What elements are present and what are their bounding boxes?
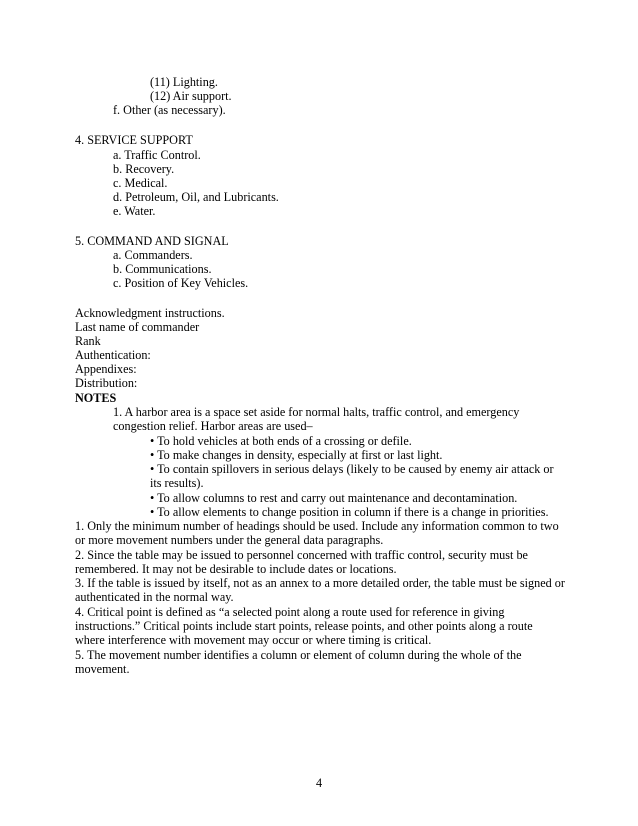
page-number: 4 [315, 776, 323, 790]
note-numbered: 3. If the table is issued by itself, not as an annex to a more detailed order, the table must be signed or authenticated in the normal way. [75, 576, 565, 605]
note-bullet: • To allow columns to rest and carry out maintenance and decontamination. [150, 491, 518, 505]
service-item: b. Recovery. [113, 162, 175, 176]
command-item: a. Commanders. [113, 248, 193, 262]
item-other: f. Other (as necessary). [113, 103, 226, 117]
closing-line: Acknowledgment instructions. [75, 306, 225, 320]
service-item: c. Medical. [113, 176, 168, 190]
note-harbor-area: 1. A harbor area is a space set aside for normal halts, traffic control, and emergency congestion relief. Harbor areas are used– [113, 405, 520, 434]
note-bullet: • To make changes in density, especially at first or last light. [150, 448, 443, 462]
command-item: b. Communications. [113, 262, 212, 276]
item-air-support: (12) Air support. [150, 89, 232, 103]
command-item: c. Position of Key Vehicles. [113, 276, 249, 290]
section-heading-service-support: 4. SERVICE SUPPORT [75, 133, 193, 147]
note-numbered: 5. The movement number identifies a column or element of column during the whole of the movement. [75, 648, 522, 677]
service-item: d. Petroleum, Oil, and Lubricants. [113, 190, 279, 204]
notes-heading: NOTES [75, 391, 117, 405]
closing-line: Last name of commander [75, 320, 200, 334]
closing-line: Rank [75, 334, 101, 348]
note-numbered: 4. Critical point is defined as “a selected point along a route used for reference in giving instructions.” Critical points include start points, release points, and other points along a route where interference with movement may occur or where timing is critical. [75, 605, 533, 648]
note-bullet: • To allow elements to change position in column if there is a change in priorities. [150, 505, 549, 519]
note-bullet: • To hold vehicles at both ends of a crossing or defile. [150, 434, 412, 448]
service-item: e. Water. [113, 204, 156, 218]
service-item: a. Traffic Control. [113, 148, 201, 162]
note-numbered: 2. Since the table may be issued to personnel concerned with traffic control, security must be remembered. It may not be desirable to include dates or locations. [75, 548, 528, 577]
closing-line: Distribution: [75, 376, 138, 390]
closing-line: Appendixes: [75, 362, 137, 376]
closing-line: Authentication: [75, 348, 151, 362]
item-lighting: (11) Lighting. [150, 75, 218, 89]
section-heading-command-signal: 5. COMMAND AND SIGNAL [75, 234, 229, 248]
note-numbered: 1. Only the minimum number of headings should be used. Include any information common to two or more movement numbers under the general data paragraphs. [75, 519, 559, 548]
note-bullet: • To contain spillovers in serious delays (likely to be caused by enemy air attack or its results). [150, 462, 554, 491]
